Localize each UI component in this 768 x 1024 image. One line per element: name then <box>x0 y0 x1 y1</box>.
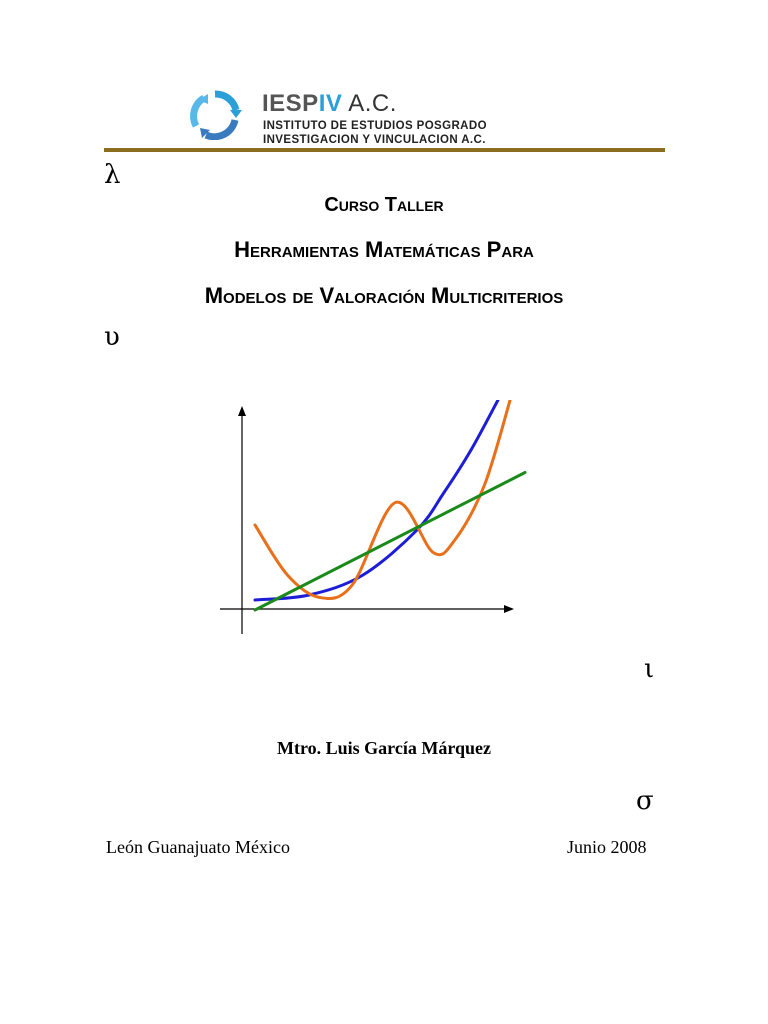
institute-line-1: INSTITUTO DE ESTUDIOS POSGRADO <box>263 120 487 132</box>
brand-suffix: A.C. <box>342 90 397 117</box>
author-name: Mtro. Luis García Márquez <box>277 738 491 758</box>
function-curves-chart <box>210 400 540 640</box>
circular-arrows-logo-icon <box>186 90 244 140</box>
date: Junio 2008 <box>567 837 647 857</box>
sigma-symbol: σ <box>636 786 654 816</box>
header-divider <box>104 148 665 152</box>
series-layer <box>255 400 525 610</box>
document-title-line-2: Modelos de Valoración Multicriterios <box>204 283 564 308</box>
x-axis-arrow <box>504 605 514 613</box>
brand-name <box>262 91 397 117</box>
document-title-line-1: Herramientas Matemáticas Para <box>234 237 534 262</box>
series-line-1 <box>255 400 498 600</box>
iota-symbol: ι <box>644 654 655 684</box>
location: León Guanajuato México <box>106 837 290 857</box>
y-axis-arrow <box>238 406 246 416</box>
series-line-3 <box>255 473 525 611</box>
institute-line-2: INVESTIGACION Y VINCULACION A.C. <box>263 134 486 146</box>
brand-highlight: IV <box>318 90 343 117</box>
upsilon-symbol: υ <box>104 322 120 352</box>
brand-main: IESP <box>262 90 319 117</box>
course-title: Curso Taller <box>324 194 444 216</box>
lambda-symbol: λ <box>104 160 121 190</box>
